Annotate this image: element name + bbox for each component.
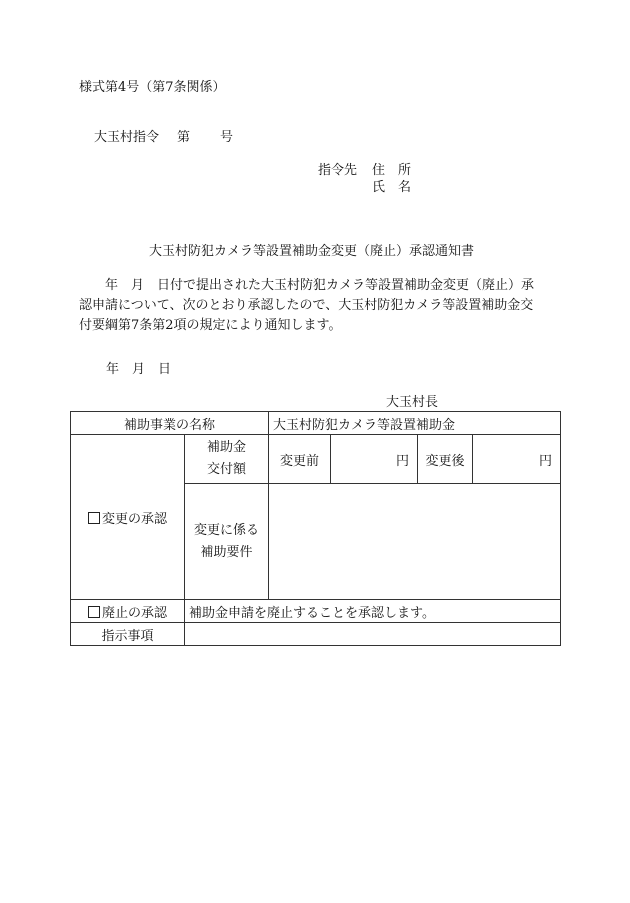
go-label: 号: [220, 130, 234, 145]
form-number: 様式第4号（第7条関係）: [79, 80, 226, 95]
name-label: 氏 名: [372, 180, 412, 195]
abolish-approval-text: 補助金申請を廃止することを承認します。: [185, 600, 561, 623]
yen-unit: 円: [539, 453, 553, 469]
project-name-label: 補助事業の名称: [71, 412, 269, 435]
body-line: 認申請について、次のとおり承認したので、大玉村防犯カメラ等設置補助金交: [79, 298, 534, 313]
change-approval-checkbox[interactable]: [88, 512, 100, 524]
requirements-label-1: 変更に係る: [194, 522, 260, 538]
body-line: 付要綱第7条第2項の規定により通知します。: [79, 318, 342, 333]
mayor-signature: 大玉村長: [386, 395, 439, 410]
abolish-approval-cell: [71, 600, 185, 623]
body-line: 年 月 日付で提出された大玉村防犯カメラ等設置補助金変更（廃止）承: [79, 278, 535, 293]
change-approval-label: 変更の承認: [101, 511, 167, 527]
abolish-approval-label: 廃止の承認: [101, 605, 167, 621]
dai-label: 第: [177, 130, 191, 145]
abolish-approval-checkbox[interactable]: [88, 606, 100, 618]
date-line: 年 月 日: [106, 362, 172, 377]
reference-line: [94, 130, 233, 146]
approval-table: [70, 411, 561, 646]
document-title: 大玉村防犯カメラ等設置補助金変更（廃止）承認通知書: [149, 244, 475, 259]
requirements-cell: [185, 484, 269, 600]
grant-amount-label-1: 補助金: [207, 440, 247, 455]
village-command: 大玉村指令: [94, 130, 160, 145]
before-label: 変更前: [269, 435, 331, 484]
grant-amount-label-2: 交付額: [207, 462, 247, 477]
project-name-value: 大玉村防犯カメラ等設置補助金: [269, 412, 561, 435]
before-amount-field[interactable]: [331, 435, 418, 484]
instructions-field[interactable]: [185, 623, 561, 646]
body-text: [79, 276, 549, 336]
instructions-label: 指示事項: [71, 623, 185, 646]
change-approval-cell: [71, 435, 185, 600]
recipient-label: 指令先: [318, 163, 358, 178]
after-amount-field[interactable]: [473, 435, 561, 484]
requirements-field[interactable]: [269, 484, 561, 600]
after-label: 変更後: [418, 435, 473, 484]
requirements-label-2: 補助要件: [200, 544, 253, 560]
yen-unit: 円: [396, 453, 410, 469]
grant-amount-cell: [185, 435, 269, 484]
address-label: 住 所: [372, 163, 412, 178]
